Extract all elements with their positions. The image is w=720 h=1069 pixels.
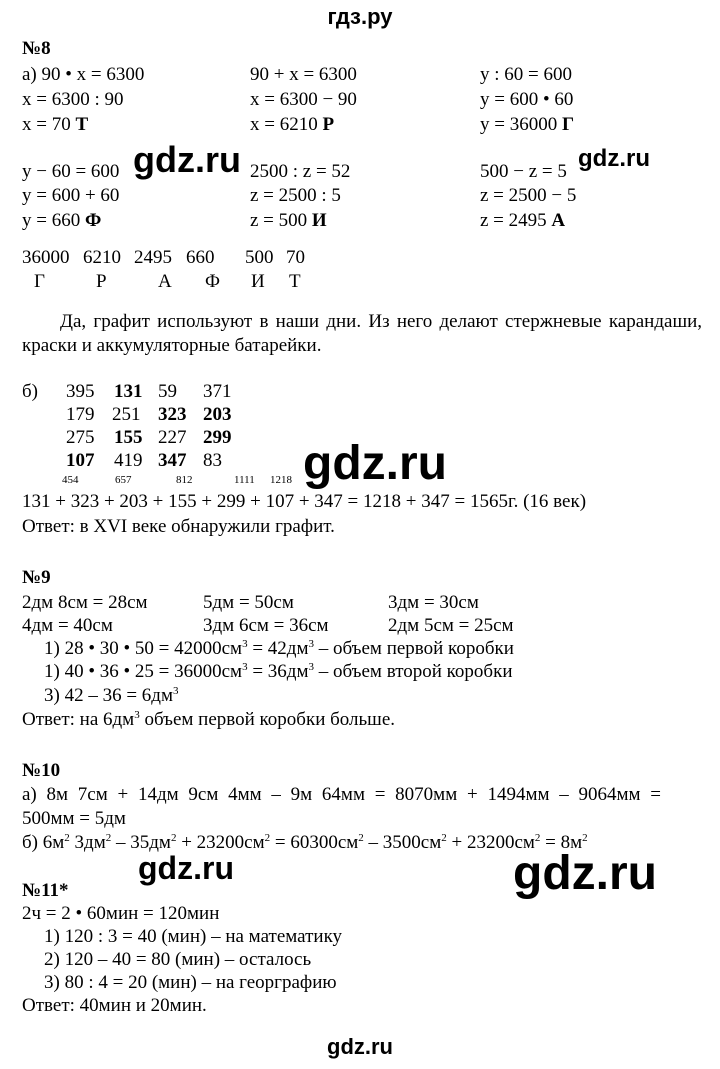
conversion: 2дм 8см = 28см <box>22 592 148 613</box>
site-header: гдз.ру <box>327 4 393 29</box>
grid-cell: 395 <box>66 381 95 402</box>
site-footer: gdz.ru <box>327 1034 393 1059</box>
code-letter: Р <box>96 271 107 292</box>
eq: y = 600 • 60 <box>480 89 574 110</box>
task11-step3: 3) 80 : 4 = 20 (мин) – на георграфию <box>44 972 337 993</box>
eq: y − 60 = 600 <box>22 161 120 182</box>
grid-cell: 323 <box>158 404 187 425</box>
partial-sum: 1111 <box>234 474 255 486</box>
grid-cell: 131 <box>114 381 143 402</box>
eq: y : 60 = 600 <box>480 64 572 85</box>
eq: а) 90 • x = 6300 <box>22 64 145 85</box>
conversion: 3дм = 30см <box>388 592 479 613</box>
code-number: 70 <box>286 247 305 268</box>
grid-cell: 203 <box>203 404 232 425</box>
grid-cell: 371 <box>203 381 232 402</box>
task10-a-line2: 500мм = 5дм <box>22 808 126 829</box>
task8-answer: Ответ: в XVI веке обнаружили графит. <box>22 516 335 537</box>
eq: 2500 : z = 52 <box>250 161 351 182</box>
grid-cell: 251 <box>112 404 141 425</box>
partial-sum: 454 <box>62 474 79 486</box>
watermark: gdz.ru <box>133 139 241 180</box>
grid-cell: 299 <box>203 427 232 448</box>
eq-result: z = 500 И <box>250 210 327 231</box>
code-number: 2495 <box>134 247 172 268</box>
task11-answer: Ответ: 40мин и 20мин. <box>22 995 207 1016</box>
task9-title: №9 <box>22 567 51 588</box>
code-letter: Г <box>34 271 45 292</box>
task11-line0: 2ч = 2 • 60мин = 120мин <box>22 903 220 924</box>
code-number: 6210 <box>83 247 121 268</box>
code-number: 36000 <box>22 247 70 268</box>
grid-cell: 227 <box>158 427 187 448</box>
grid-cell: 83 <box>203 450 222 471</box>
task10-a-line1: а) 8м 7см + 14дм 9см 4мм – 9м 64мм = 8070мм + 1494мм – 9064мм = <box>22 784 662 805</box>
eq: 500 − z = 5 <box>480 161 567 182</box>
eq: z = 2500 : 5 <box>250 185 341 206</box>
grid-cell: 419 <box>114 450 143 471</box>
eq: z = 2500 − 5 <box>480 185 577 206</box>
task9-step3: 3) $42 - 36 = 6дм^3$ <box>44 685 179 706</box>
watermark: gdz.ru <box>578 145 650 172</box>
code-number: 500 <box>245 247 274 268</box>
conversion: 2дм 5см = 25см <box>388 615 514 636</box>
code-letter: Ф <box>205 271 221 292</box>
conversion: 4дм = 40см <box>22 615 113 636</box>
eq-result: x = 70 Т <box>22 114 89 135</box>
task10-b-line: б) $6м^2$ $3дм^2 - 35дм^2 + 23200см^2 = 60300см^2 - 3500см^2 + 23200см^2 = 8м^2$ <box>22 832 588 853</box>
grid-cell: 59 <box>158 381 177 402</box>
grid-cell: 155 <box>114 427 143 448</box>
sum-line: 131 + 323 + 203 + 155 + 299 + 107 + 347 = 1218 + 347 = 1565г. (16 век) <box>22 491 587 512</box>
grid-cell: 275 <box>66 427 95 448</box>
eq: y = 600 + 60 <box>22 185 120 206</box>
task10-title: №10 <box>22 760 61 781</box>
watermark: gdz.ru <box>138 850 234 886</box>
task11-title: №11* <box>22 880 69 901</box>
partial-sum: 812 <box>176 474 193 486</box>
task11-step2: 2) 120 – 40 = 80 (мин) – осталось <box>44 949 312 970</box>
eq: 90 + x = 6300 <box>250 64 357 85</box>
part-b-label: б) <box>22 381 38 402</box>
eq-result: z = 2495 А <box>480 210 566 231</box>
watermark: gdz.ru <box>303 437 447 490</box>
task9-answer: Ответ: на $6дм^3$ объем первой коробки больше. <box>22 709 395 730</box>
partial-sum: 1218 <box>270 474 292 486</box>
eq: x = 6300 : 90 <box>22 89 124 110</box>
code-number: 660 <box>186 247 215 268</box>
task9-step1: 1) 28 • 30 • $50 = 42000см^3 = 42дм^3$ – объем первой коробки <box>44 638 514 659</box>
task9-step2: 1) 40 • 36 • $25 = 36000см^3 = 36дм^3$ – объем второй коробки <box>44 661 513 682</box>
grid-cell: 347 <box>158 450 187 471</box>
code-letter: И <box>251 271 265 292</box>
graphite-paragraph: Да, графит используют в наши дни. Из него делают стержневые карандаши, краски и аккумуляторные батарейки. <box>22 311 702 356</box>
grid-cell: 107 <box>66 450 95 471</box>
code-letter: А <box>158 271 172 292</box>
code-letter: Т <box>289 271 301 292</box>
grid-cell: 179 <box>66 404 95 425</box>
conversion: 3дм 6см = 36см <box>203 615 329 636</box>
eq: x = 6300 − 90 <box>250 89 357 110</box>
watermark: gdz.ru <box>513 847 657 900</box>
partial-sum: 657 <box>115 474 132 486</box>
eq-result: y = 660 Ф <box>22 210 102 231</box>
conversion: 5дм = 50см <box>203 592 294 613</box>
task8-title: №8 <box>22 38 51 59</box>
eq-result: x = 6210 Р <box>250 114 335 135</box>
task11-step1: 1) 120 : 3 = 40 (мин) – на математику <box>44 926 343 947</box>
eq-result: y = 36000 Г <box>480 114 575 135</box>
